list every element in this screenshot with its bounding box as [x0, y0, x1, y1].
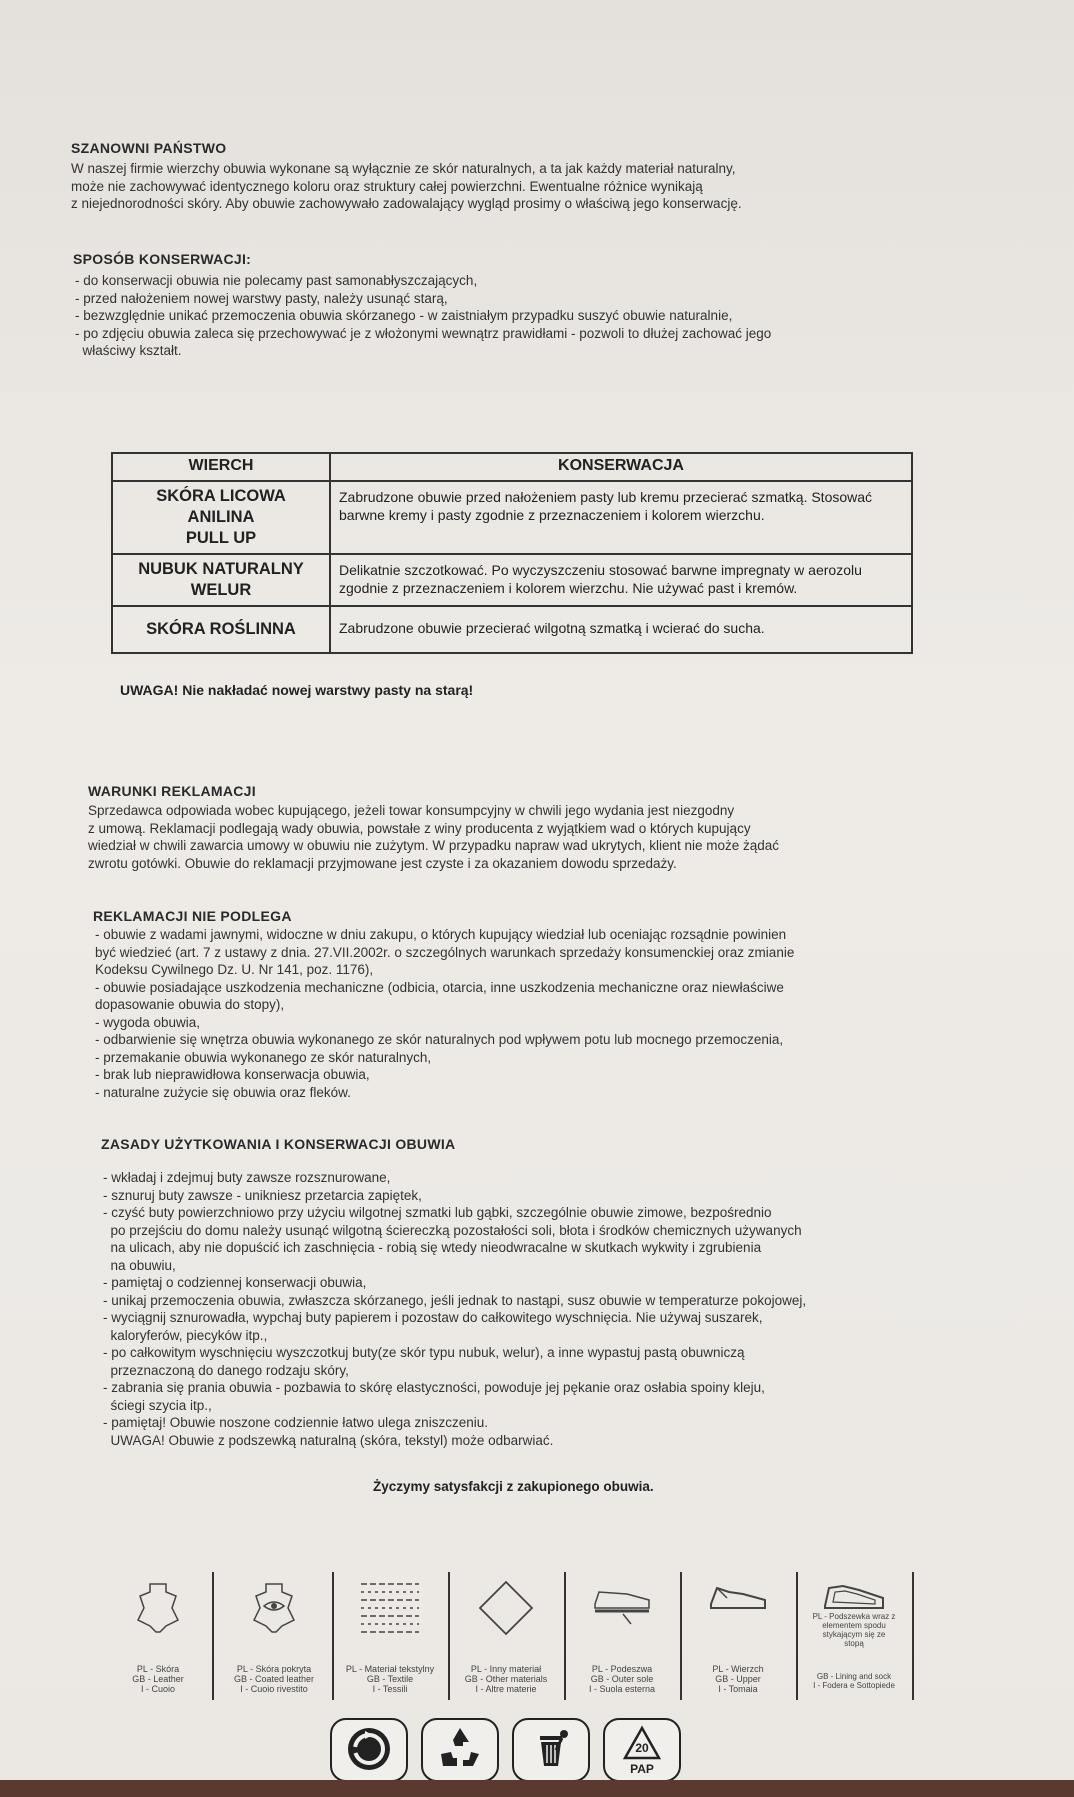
leather-icon: [130, 1578, 186, 1634]
care-cell: Zabrudzone obuwie przecierać wilgotną szmatką i wcierać do sucha.: [330, 606, 912, 653]
symbol-caption: [218, 1664, 330, 1694]
table-header-upper: WIERCH: [112, 453, 330, 481]
care-line: - przed nałożeniem nowej warstwy pasty, należy usunąć starą,: [75, 290, 448, 306]
excluded-line: być wiedzieć (art. 7 z ustawy z dnia. 27.VII.2002r. o szczególnych warunkach sprzedaży konsumenckiej oraz zmianie: [95, 944, 795, 960]
caption-line: GB - Other materials: [464, 1674, 548, 1684]
symbol-caption: [566, 1664, 678, 1694]
care-text: [75, 272, 771, 360]
caption-line: I - Tessili: [372, 1684, 408, 1694]
caption-line: I - Tomaia: [718, 1684, 758, 1694]
rules-line: - czyść buty powierzchniowo przy użyciu wilgotnej szmatki lub gąbki, szczególnie obuwie zimowe, bezpośrednio: [103, 1205, 772, 1220]
symbol-leather: [102, 1572, 214, 1700]
rules-line: UWAGA! Obuwie z podszewką naturalną (skóra, tekstyl) może odbarwiać.: [103, 1432, 554, 1448]
rules-line: - zabrania się prania obuwia - pozbawia to skórę elastyczności, powoduje jej pękanie oraz osłabia spoiny kleju,: [103, 1380, 765, 1395]
divider: [912, 1572, 914, 1700]
upper-cell: [112, 554, 330, 606]
rules-line: - pamiętaj! Obuwie noszone codziennie łatwo ulega zniszczeniu.: [103, 1415, 488, 1430]
upper-name: WELUR: [190, 581, 252, 599]
green-dot-badge: [330, 1718, 408, 1782]
symbol-lining: [798, 1572, 910, 1700]
symbol-caption: [798, 1612, 910, 1648]
care-table: [111, 452, 913, 654]
outer-sole-icon: [587, 1578, 657, 1628]
symbol-other-material: [450, 1572, 562, 1700]
excluded-line: - obuwie z wadami jawnymi, widoczne w dniu zakupu, o których kupujący wiedział lub oceniając rozsądnie powinien: [95, 927, 787, 942]
caption-line: stykającym się ze: [822, 1630, 886, 1639]
caption-line: GB - Coated leather: [233, 1674, 315, 1684]
caption-line: GB - Textile: [366, 1674, 414, 1684]
rules-line: - wyciągnij sznurowadła, wypchaj buty papierem i pozostaw do całkowitego wyschnięcia. Nie używaj suszarek,: [103, 1310, 763, 1325]
rules-title: ZASADY UŻYTKOWANIA I KONSERWACJI OBUWIA: [101, 1136, 456, 1152]
intro-title: SZANOWNI PAŃSTWO: [71, 140, 227, 156]
upper-name: NUBUK NATURALNY: [138, 560, 304, 578]
symbol-textile: [334, 1572, 446, 1700]
complaints-title: WARUNKI REKLAMACJI: [88, 783, 256, 799]
caption-line: GB - Leather: [132, 1674, 184, 1684]
caption-line: stopą: [844, 1639, 864, 1648]
paste-warning: UWAGA! Nie nakładać nowej warstwy pasty na starą!: [120, 682, 474, 698]
intro-line: może nie zachowywać identycznego koloru oraz struktury całej powierzchni. Ewentualne różnice wynikają: [71, 178, 703, 194]
symbol-caption: [102, 1664, 214, 1694]
rules-line: kaloryferów, piecyków itp.,: [103, 1327, 268, 1343]
care-line: - do konserwacji obuwia nie polecamy past samonabłyszczających,: [75, 273, 478, 288]
green-dot-icon: [344, 1724, 394, 1774]
excluded-line: dopasowanie obuwia do stopy),: [95, 997, 285, 1012]
textile-icon: [355, 1578, 425, 1638]
symbol-caption: [450, 1664, 562, 1694]
caption-line: GB - Upper: [715, 1674, 761, 1684]
rules-line: - wkładaj i zdejmuj buty zawsze rozsznurowane,: [103, 1170, 391, 1185]
care-cell: Delikatnie szczotkować. Po wyczyszczeniu stosować barwne impregnaty w aerozolu zgodnie z przeznaczeniem i kolorem wierzchu. Nie używać past i kremów.: [330, 554, 912, 606]
caption-line: I - Suola esterna: [588, 1684, 656, 1694]
rules-line: na obuwiu,: [103, 1257, 176, 1273]
rules-line: - po całkowitym wyschnięciu wyszczotkuj buty(ze skór typu nubuk, welur), a inne wypastuj pastą obuwniczą: [103, 1345, 745, 1360]
coated-leather-icon: [246, 1578, 302, 1634]
upper-name: SKÓRA ROŚLINNA: [146, 620, 296, 638]
excluded-line: Kodeksu Cywilnego Dz. U. Nr 141, poz. 1176),: [95, 962, 374, 977]
caption-line: I - Cuoio rivestito: [240, 1684, 308, 1694]
rules-line: ściegi szycia itp.,: [103, 1397, 212, 1413]
excluded-line: - przemakanie obuwia wykonanego ze skór naturalnych,: [95, 1049, 432, 1065]
complaints-line: zwrotu gotówki. Obuwie do reklamacji przyjmowane jest czyste i za okazaniem dowodu sprzedaży.: [88, 855, 677, 871]
care-line: - po zdjęciu obuwia zaleca się przechowywać je z włożonymi wewnątrz prawidłami - pozwoli to dłużej zachować jego: [75, 325, 772, 341]
table-header-care: KONSERWACJA: [330, 453, 912, 481]
symbol-upper: [682, 1572, 794, 1700]
caption-line: PL - Inny materiał: [470, 1664, 542, 1674]
caption-line: PL - Skóra pokryta: [236, 1664, 312, 1674]
recycle-arrows-icon: [433, 1724, 487, 1774]
pap-label: PAP: [630, 1762, 654, 1776]
complaints-line: wiedział w chwili zawarcia umowy w obuwiu nie zużytym. W przypadku napraw wad ukrytych, klient nie może żądać: [88, 838, 780, 853]
care-line: właściwy kształt.: [75, 343, 182, 358]
caption-line: elementem spodu: [822, 1621, 886, 1630]
symbol-caption: [682, 1664, 794, 1694]
complaints-line: z umową. Reklamacji podlegają wady obuwia, powstałe z winy producenta z wyjątkiem wad o których kupujący: [88, 820, 751, 836]
symbol-caption: [334, 1664, 446, 1694]
pap-number: 20: [635, 1741, 649, 1755]
recycle-badge: [421, 1718, 499, 1782]
intro-line: W naszej firmie wierzchy obuwia wykonane są wyłącznie ze skór naturalnych, a ta jak każdy materiał naturalny,: [71, 161, 736, 176]
symbol-outer-sole: [566, 1572, 678, 1700]
upper-name: ANILINA: [187, 508, 255, 526]
upper-cell: [112, 606, 330, 653]
rules-line: - unikaj przemoczenia obuwia, zwłaszcza skórzanego, jeśli jednak to nastąpi, susz obuwie w temperaturze pokojowej,: [103, 1292, 807, 1308]
trash-badge: [512, 1718, 590, 1782]
excluded-title: REKLAMACJI NIE PODLEGA: [93, 908, 292, 924]
complaints-text: [88, 802, 779, 872]
closing-message: Życzymy satysfakcji z zakupionego obuwia.: [373, 1479, 654, 1494]
table-header-row: [112, 453, 912, 481]
rules-line: - pamiętaj o codziennej konserwacji obuwia,: [103, 1275, 367, 1290]
excluded-text: [95, 926, 794, 1101]
rules-line: przeznaczoną do danego rodzaju skóry,: [103, 1362, 349, 1378]
excluded-line: - naturalne zużycie się obuwia oraz fleków.: [95, 1084, 351, 1100]
caption-line: PL - Skóra: [136, 1664, 180, 1674]
excluded-line: - odbarwienie się wnętrza obuwia wykonanego ze skór naturalnych pod wpływem potu lub mocnego przemoczenia,: [95, 1032, 784, 1047]
caption-line: I - Cuoio: [140, 1684, 175, 1694]
caption-line: I - Altre materie: [475, 1684, 537, 1694]
table-row: [112, 481, 912, 554]
caption-line: PL - Materiał tekstylny: [345, 1664, 435, 1674]
symbol-coated-leather: [218, 1572, 330, 1700]
material-symbols: [128, 1572, 920, 1700]
table-row: [112, 606, 912, 653]
care-line: - bezwzględnie unikać przemoczenia obuwia skórzanego - w zaistniałym przypadku suszyć obuwie naturalnie,: [75, 308, 733, 323]
upper-cell: [112, 481, 330, 554]
care-cell: Zabrudzone obuwie przed nałożeniem pasty lub kremu przecierać szmatką. Stosować barwne kremy i pasty zgodnie z przeznaczeniem i kolorem wierzchu.: [330, 481, 912, 554]
rules-line: - sznuruj buty zawsze - unikniesz przetarcia zapiętek,: [103, 1187, 422, 1203]
caption-line: PL - Wierzch: [712, 1664, 764, 1674]
trash-bin-icon: [526, 1724, 576, 1774]
upper-icon: [703, 1578, 773, 1618]
excluded-line: - brak lub nieprawidłowa konserwacja obuwia,: [95, 1067, 370, 1082]
caption-line: GB - Outer sole: [590, 1674, 654, 1684]
intro-text: [71, 160, 742, 213]
complaints-line: Sprzedawca odpowiada wobec kupującego, jeżeli towar konsumpcyjny w chwili jego wydania jest niezgodny: [88, 803, 735, 818]
excluded-line: - wygoda obuwia,: [95, 1014, 201, 1030]
rules-text: [103, 1169, 806, 1449]
caption-line: GB - Lining and sock: [816, 1672, 892, 1681]
caption-line: I - Fodera e Sottopiede: [813, 1681, 895, 1690]
pap-recycle-icon: [615, 1724, 669, 1764]
symbol-caption: [798, 1672, 910, 1690]
rules-line: na ulicach, aby nie dopuścić ich zaschnięcia - robią się wtedy nieodwracalne w skutkach wykwity i zgrubienia: [103, 1240, 762, 1255]
pap-badge: [603, 1718, 681, 1782]
excluded-line: - obuwie posiadające uszkodzenia mechaniczne (odbicia, otarcia, inne uszkodzenia mechaniczne oraz niewłaściwe: [95, 979, 784, 995]
rules-line: po przejściu do domu należy usunąć wilgotną ściereczką pozostałości soli, błota i środków chemicznych używanych: [103, 1222, 802, 1238]
other-material-icon: [476, 1578, 536, 1638]
upper-name: SKÓRA LICOWA: [156, 487, 286, 505]
intro-line: z niejednorodności skóry. Aby obuwie zachowywało zadowalający wygląd prosimy o właściwą jego konserwację.: [71, 196, 742, 211]
caption-line: PL - Podszewka wraz z: [812, 1612, 896, 1621]
table-row: [112, 554, 912, 606]
upper-name: PULL UP: [185, 529, 257, 547]
table-edge: [0, 1780, 1074, 1797]
care-title: SPOSÓB KONSERWACJI:: [73, 251, 252, 267]
caption-line: PL - Podeszwa: [591, 1664, 653, 1674]
